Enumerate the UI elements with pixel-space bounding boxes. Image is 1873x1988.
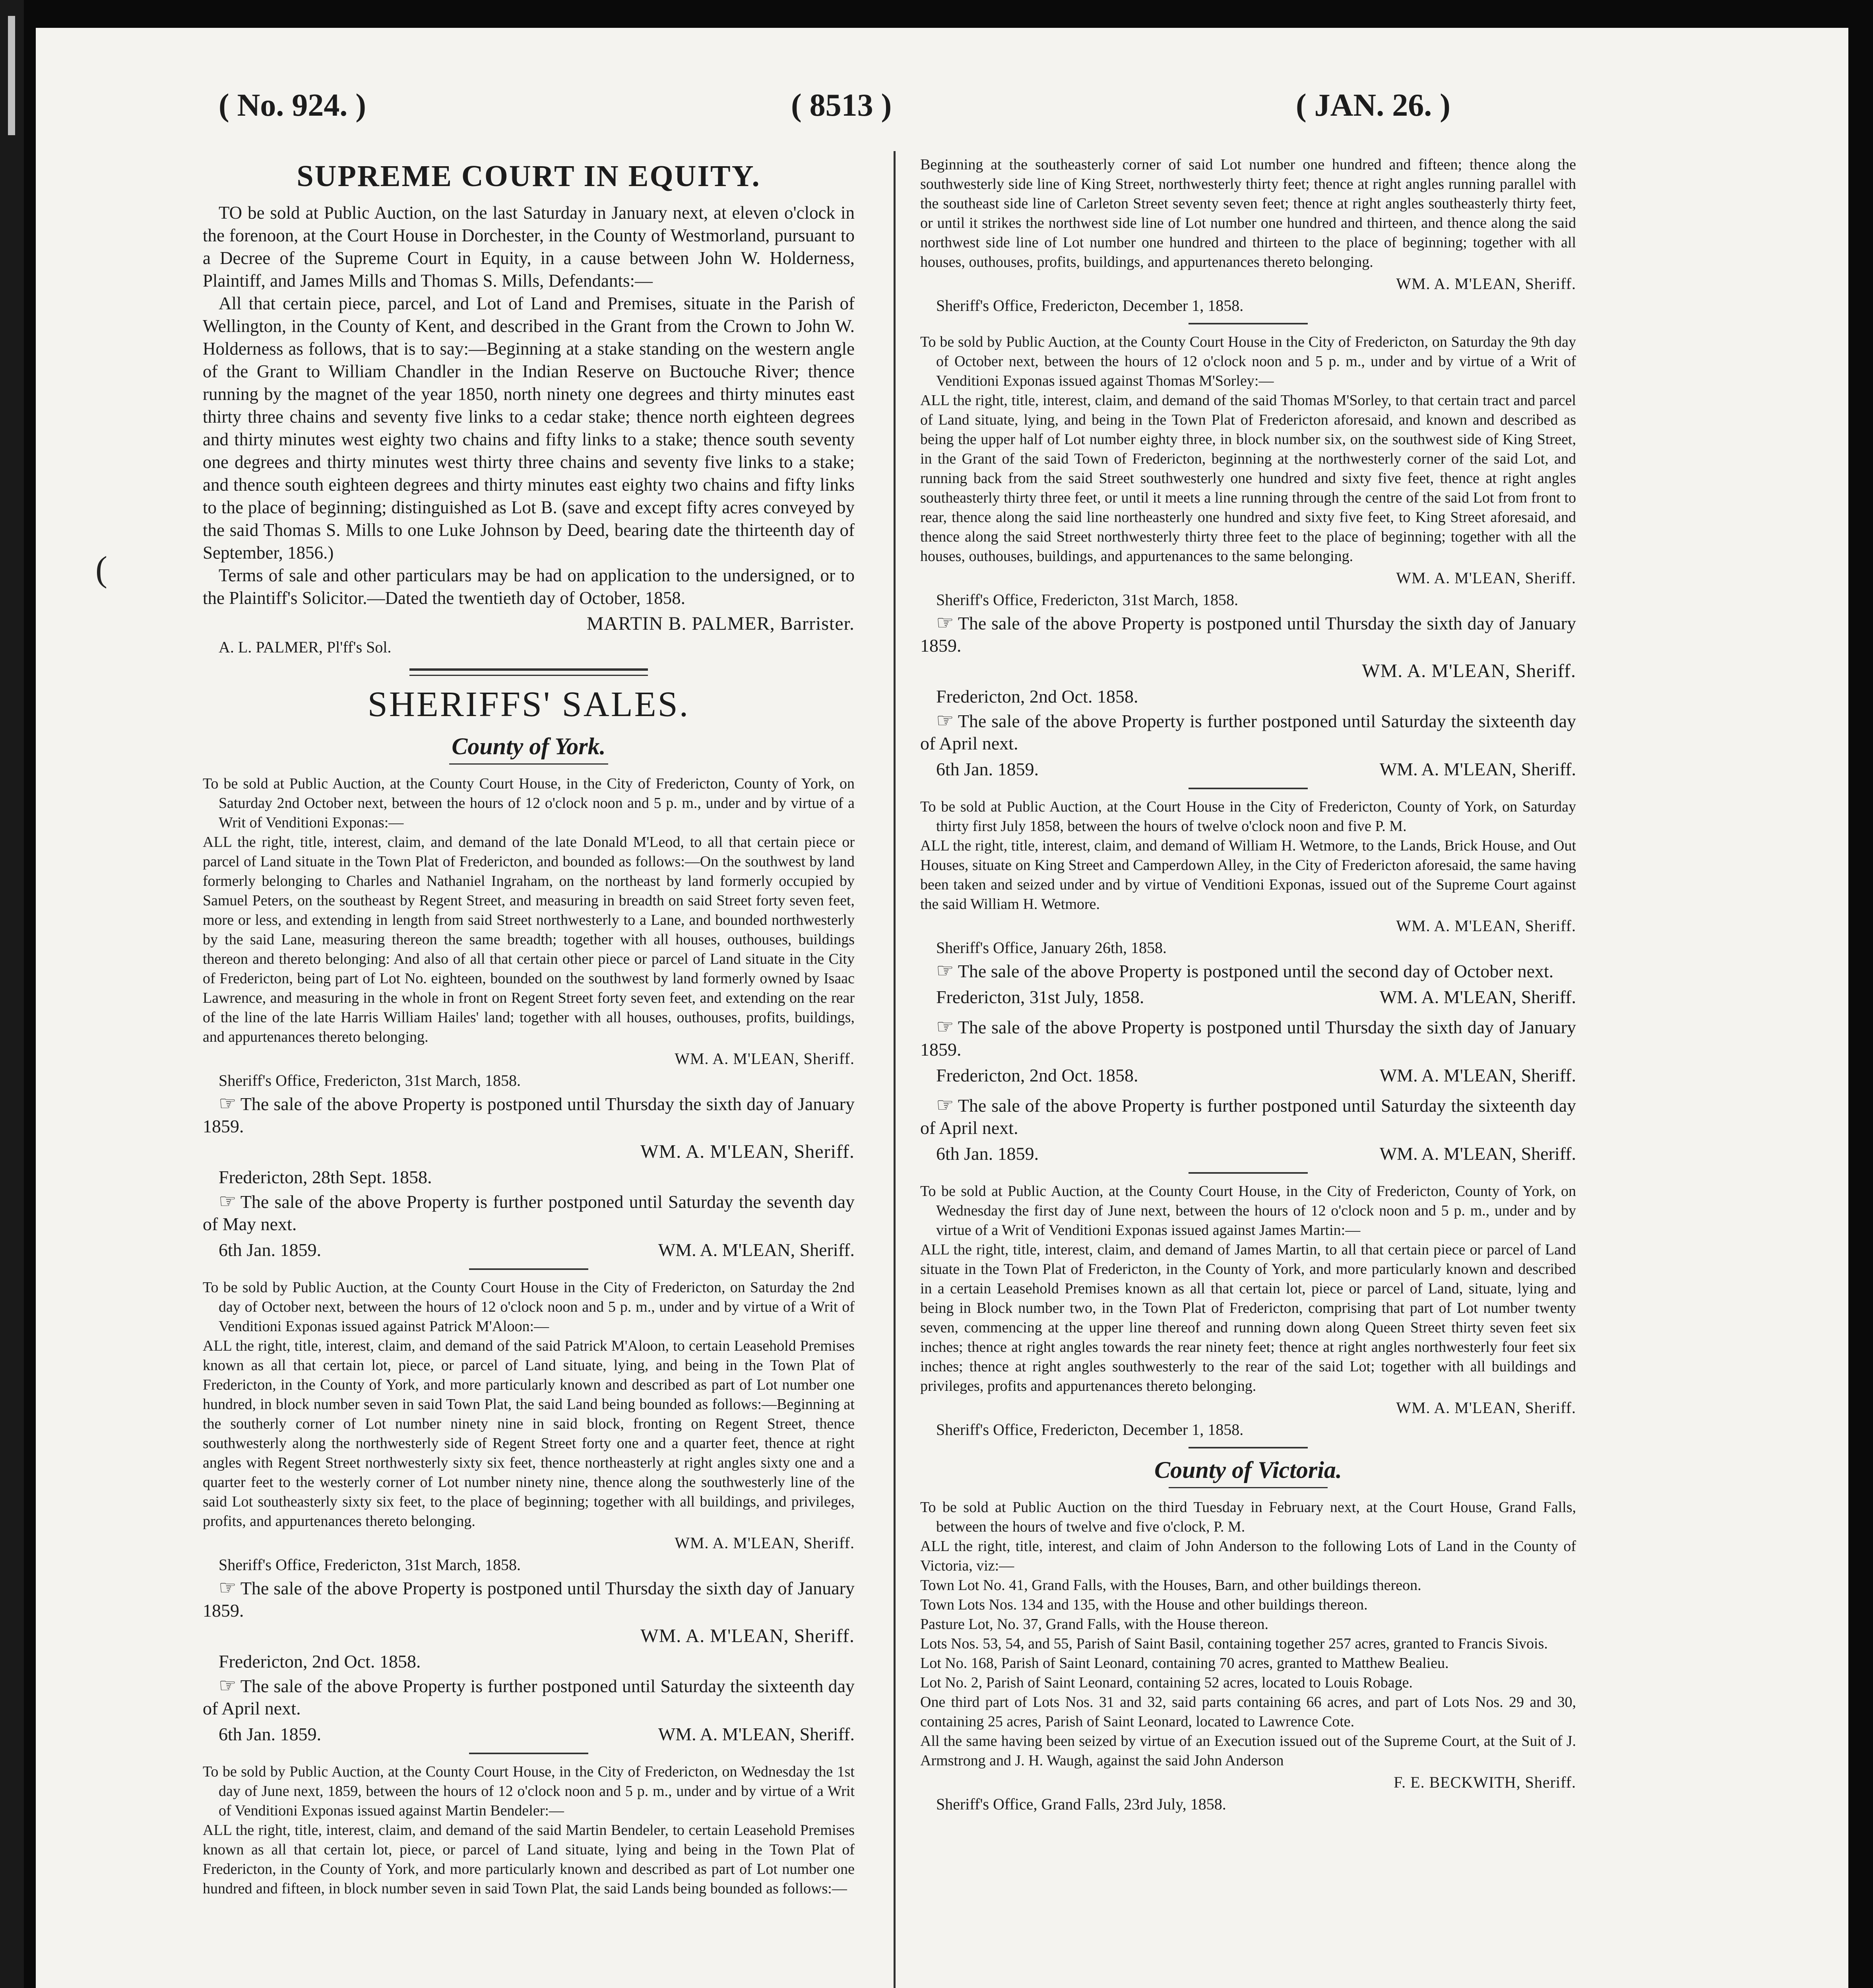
scan-edge <box>0 0 24 1988</box>
ad2-footer: 6th Jan. 1859. WM. A. M'LEAN, Sheriff. <box>219 1724 855 1744</box>
ad2-note2: ☞ The sale of the above Property is further postponed until Saturday the sixteenth day of April next. <box>203 1674 855 1718</box>
ad5-footer1: Fredericton, 31st July, 1858. WM. A. M'LEAN, Sheriff. <box>936 987 1576 1007</box>
pointing-hand-icon: ☞ <box>219 1674 237 1697</box>
ad4-office: Sheriff's Office, Fredericton, 31st March, 1858. <box>936 591 1238 609</box>
ad4-signature: WM. A. M'LEAN, Sheriff. <box>1396 569 1576 587</box>
column-divider <box>894 151 896 1988</box>
page-number: ( 8513 ) <box>791 88 892 123</box>
ad7-lot-list <box>920 1576 1576 1771</box>
list-item: All the same having been seized by virtue of an Execution issued out of the Supreme Court, at the Suit of J. Armstrong and J. H. Waugh, against the said John Anderson <box>920 1733 1576 1769</box>
ad-divider <box>1189 788 1308 789</box>
ad1-signature2: WM. A. M'LEAN, Sheriff. <box>640 1141 855 1162</box>
ad3-office: Sheriff's Office, Fredericton, December 1, 1858. <box>936 297 1244 315</box>
ad1-signature: WM. A. M'LEAN, Sheriff. <box>675 1050 855 1068</box>
ad7-office: Sheriff's Office, Grand Falls, 23rd July, 1858. <box>936 1795 1226 1813</box>
ad2-body: ALL the right, title, interest, claim, and demand of the said Patrick M'Aloon, to certain Leasehold Premises known as all that certain lot, piece, or parcel of Land situate, lying, and being in the Town Plat of Fredericton, in the County of York, and more particularly known and described as part of Lot number one hundred, in block number seven in said Town Plat, the said Land being bounded as follows:—Beginning at the southerly corner of Lot number ninety nine in said block, fronting on Regent Street, thence southwesterly along the northwesterly side of Regent Street forty one and a quarter feet, thence at right angles with Regent Street northwesterly sixty six feet, thence northeasterly at right angles sixty one and a quarter feet to the westerly corner of Lot number ninety nine, thence along the southwesterly line of the said Lot southeasterly sixty six feet, to the place of beginning; together with all buildings, and privileges, profits, and appurtenances thereto belonging. <box>203 1338 855 1530</box>
ad5-body: ALL the right, title, interest, claim, and demand of William H. Wetmore, to the Lands, Brick House, and Out Houses, situate on King Street and Camperdown Alley, in the City of Fredericton aforesaid, the same having been taken and seized under and by virtue of Venditioni Exponas, issued out of the Supreme Court against the said William H. Wetmore. <box>920 837 1576 912</box>
ad1-footer: 6th Jan. 1859. WM. A. M'LEAN, Sheriff. <box>219 1240 855 1260</box>
pointing-hand-icon: ☞ <box>936 959 954 982</box>
ad-divider <box>469 1753 588 1754</box>
ad2-date2: Fredericton, 2nd Oct. 1858. <box>219 1651 421 1672</box>
supreme-intro: TO be sold at Public Auction, on the last Saturday in January next, at eleven o'clock in the forenoon, at the Court House in Dorchester, in the County of Westmorland, pursuant to a Decree of the Supreme Court in Equity, in a cause between John W. Holderness, Plaintiff, and James Mills and Thomas S. Mills, Defendants:— <box>203 203 855 291</box>
margin-mark: ( <box>95 549 107 589</box>
pointing-hand-icon: ☞ <box>936 1015 954 1038</box>
ad4-date2: Fredericton, 2nd Oct. 1858. <box>936 686 1138 707</box>
list-item: Pasture Lot, No. 37, Grand Falls, with the House thereon. <box>920 1616 1268 1633</box>
ad5-office: Sheriff's Office, January 26th, 1858. <box>936 939 1167 957</box>
list-item: Town Lot No. 41, Grand Falls, with the Houses, Barn, and other buildings thereon. <box>920 1577 1421 1594</box>
ad3-intro: To be sold by Public Auction, at the County Court House, in the City of Fredericton, on Wednesday the 1st day of June next, 1859, between the hours of 12 o'clock noon and 5 p. m., under and by virtue of a Writ of Venditioni Exponas issued against Martin Bendeler:— <box>203 1763 855 1819</box>
ad1-note1: ☞ The sale of the above Property is postponed until Thursday the sixth day of January 1859. <box>203 1092 855 1136</box>
ad5-note1: ☞ The sale of the above Property is postponed until the second day of October next. <box>936 959 1554 982</box>
county-victoria-heading: County of Victoria. <box>920 1456 1576 1488</box>
ad2-signature: WM. A. M'LEAN, Sheriff. <box>675 1534 855 1552</box>
ad2-signature2: WM. A. M'LEAN, Sheriff. <box>640 1625 855 1646</box>
list-item: Lot No. 2, Parish of Saint Leonard, containing 52 acres, located to Louis Robage. <box>920 1674 1413 1691</box>
right-column <box>920 155 1576 1816</box>
supreme-court-title: SUPREME COURT IN EQUITY. <box>297 159 761 193</box>
ad4-note1: ☞ The sale of the above Property is postponed until Thursday the sixth day of January 1859. <box>920 612 1576 656</box>
ad4-intro: To be sold by Public Auction, at the County Court House in the City of Fredericton, on Saturday the 9th day of October next, between the hours of 12 o'clock noon and 5 p. m., under and by virtue of a Writ of Venditioni Exponas issued against Thomas M'Sorley:— <box>920 334 1576 389</box>
pointing-hand-icon: ☞ <box>219 1576 237 1599</box>
ad5-signature: WM. A. M'LEAN, Sheriff. <box>1396 917 1576 935</box>
ad6-office: Sheriff's Office, Fredericton, December 1, 1858. <box>936 1421 1244 1439</box>
ad1-note2: ☞ The sale of the above Property is further postponed until Saturday the seventh day of May next. <box>203 1190 855 1234</box>
pointing-hand-icon: ☞ <box>219 1092 237 1114</box>
ad1-body: ALL the right, title, interest, claim, and demand of the late Donald M'Leod, to all that certain piece or parcel of Land situate in the Town Plat of Fredericton, and bounded as follows:—On the southwest by land formerly belonging to Charles and Nathaniel Ingraham, on the northeast by land formerly occupied by Samuel Peters, on the southeast by Regent Street, and measuring in breadth on said Street forty seven feet, more or less, and extending in length from said Street northwesterly to a Lane, and bounded northwesterly by the said Lane, measuring thereon the same breadth; together with all houses, outhouses, buildings thereon and thereto belonging: And also of all that certain other piece or parcel of Land situate in the City of Fredericton, being part of Lot No. eighteen, bounded on the southwest by land formerly owned by Isaac Lawrence, and measuring in the whole in front on Regent Street forty seven feet, and extending on the rear of the line of the late Harris William Hailes' land; together with all houses, outhouses, profits, buildings, and appurtenances thereto belonging. <box>203 834 855 1045</box>
ad2-office: Sheriff's Office, Fredericton, 31st March, 1858. <box>219 1556 521 1574</box>
ad-divider <box>1189 323 1308 324</box>
sheriffs-sales-title: SHERIFFS' SALES. <box>367 685 690 724</box>
list-item: One third part of Lots Nos. 31 and 32, said parts containing 66 acres, and part of Lots Nos. 29 and 30, containing 25 acres, Parish of Saint Leonard, located to Lawrence Cote. <box>920 1694 1576 1730</box>
ad3-continued-body: Beginning at the southeasterly corner of said Lot number one hundred and fifteen; thence along the southwesterly side line of King Street, northwesterly thirty feet; thence at right angles running parallel with the southeast side line of Carleton Street seventy seven feet; thence at right angles southeasterly thirty feet, or until it strikes the northwest side line of Lot number one hundred and thirteen, and thence along the said northwest side line of Lot number one hundred and thirteen to the place of beginning; together with all houses, outhouses, profits, buildings, and appurtenances thereto belonging. <box>920 156 1576 270</box>
ad7-body: ALL the right, title, interest, and claim of John Anderson to the following Lots of Land in the County of Victoria, viz:— <box>920 1538 1576 1574</box>
newspaper-page <box>36 28 1848 1988</box>
ad4-signature2: WM. A. M'LEAN, Sheriff. <box>1362 660 1576 681</box>
ad3-signature: WM. A. M'LEAN, Sheriff. <box>1396 275 1576 293</box>
ad6-body: ALL the right, title, interest, claim, and demand of James Martin, to all that certain piece or parcel of Land situate in the Town Plat of Fredericton, in the County of York, and more particularly known and described in a certain Leasehold Premises known as all that certain lot, piece or parcel of Land, situate, lying and being in Block number two, in the Town Plat of Fredericton, comprising that part of Lot number twenty seven, commencing at the upper line thereof and running down along Queen Street thirty seven feet six inches; thence at right angles towards the rear ninety feet; thence at right angles northwesterly four feet six inches; thence at right angles southwesterly to the rear of the said Lot; together with all buildings and privileges, profits and appurtenances thereto belonging. <box>920 1241 1576 1394</box>
supreme-terms: Terms of sale and other particulars may be had on application to the undersigned, or to the Plaintiff's Solicitor.—Dated the twentieth day of October, 1858. <box>203 565 855 608</box>
section-divider <box>409 668 648 676</box>
ad6-signature: WM. A. M'LEAN, Sheriff. <box>1396 1399 1576 1417</box>
ad4-footer: 6th Jan. 1859. WM. A. M'LEAN, Sheriff. <box>936 759 1576 779</box>
issue-number: ( No. 924. ) <box>219 88 366 123</box>
ad1-office: Sheriff's Office, Fredericton, 31st March, 1858. <box>219 1072 521 1089</box>
ad1-date2: Fredericton, 28th Sept. 1858. <box>219 1167 432 1187</box>
ad-divider <box>1189 1447 1308 1448</box>
ad7-signature: F. E. BECKWITH, Sheriff. <box>1394 1773 1576 1791</box>
ad4-note2: ☞ The sale of the above Property is further postponed until Saturday the sixteenth day of April next. <box>920 709 1576 753</box>
ad6-intro: To be sold at Public Auction, at the County Court House, in the City of Fredericton, County of York, on Wednesday the first day of June next, between the hours of 12 o'clock noon and 5 p. m., under and by virtue of a Writ of Venditioni Exponas issued against James Martin:— <box>920 1183 1576 1239</box>
ad-divider <box>469 1268 588 1270</box>
pointing-hand-icon: ☞ <box>936 1094 954 1116</box>
left-column <box>203 155 855 1899</box>
ad2-note1: ☞ The sale of the above Property is postponed until Thursday the sixth day of January 1859. <box>203 1576 855 1621</box>
list-item: Lot No. 168, Parish of Saint Leonard, containing 70 acres, granted to Matthew Bealieu. <box>920 1655 1449 1672</box>
ad3-body: ALL the right, title, interest, claim, and demand of the said Martin Bendeler, to certain Leasehold Premises known as all that certain lot, piece, or parcel of Land situate, lying and being in the Town Plat of Fredericton, in the County of York, and more particularly known and described as part of Lot number one hundred and fifteen, in block number seven in said Town Plat, the said Lands being bounded as follows:— <box>203 1822 855 1897</box>
page-header <box>36 87 1848 147</box>
ad7-intro: To be sold at Public Auction on the third Tuesday in February next, at the Court House, Grand Falls, between the hours of twelve and five o'clock, P. M. <box>920 1499 1576 1535</box>
supreme-solicitor: A. L. PALMER, Pl'ff's Sol. <box>219 638 392 656</box>
ad5-footer2: Fredericton, 2nd Oct. 1858. WM. A. M'LEAN, Sheriff. <box>936 1065 1576 1085</box>
supreme-signature: MARTIN B. PALMER, Barrister. <box>586 613 855 634</box>
ad5-note2: ☞ The sale of the above Property is postponed until Thursday the sixth day of January 1859. <box>920 1015 1576 1060</box>
ad-divider <box>1189 1172 1308 1174</box>
ad4-body: ALL the right, title, interest, claim, and demand of the said Thomas M'Sorley, to that certain tract and parcel of Land situate, lying, and being in the Town Plat of Fredericton aforesaid, and known and described as being the upper half of Lot number eighty three, in block number six, on the southwest side of King Street, in the Grant of the said Town of Fredericton, beginning at the northwesterly corner of the said Lot, and running back from the said Street southwesterly one hundred and sixty five feet, thence at right angles southeasterly thirty three feet, or until it meets a line running through the centre of the said Lot from front to rear, thence along the said line northeasterly one hundred and sixty five feet, to King Street aforesaid, and thence along the said Street northwesterly thirty three feet to the place of beginning; together with all the houses, outhouses, buildings, and appurtenances to the same belonging. <box>920 392 1576 565</box>
ad5-footer3: 6th Jan. 1859. WM. A. M'LEAN, Sheriff. <box>936 1143 1576 1164</box>
pointing-hand-icon: ☞ <box>219 1190 237 1212</box>
pointing-hand-icon: ☞ <box>936 709 954 732</box>
county-york-heading: County of York. <box>203 733 855 765</box>
ad5-note3: ☞ The sale of the above Property is further postponed until Saturday the sixteenth day of April next. <box>920 1094 1576 1138</box>
list-item: Lots Nos. 53, 54, and 55, Parish of Saint Basil, containing together 257 acres, granted to Francis Sivois. <box>920 1635 1548 1652</box>
ad2-intro: To be sold by Public Auction, at the County Court House in the City of Fredericton, on Saturday the 2nd day of October next, between the hours of 12 o'clock noon and 5 p. m., under and by virtue of a Writ of Venditioni Exponas issued against Patrick M'Aloon:— <box>203 1279 855 1335</box>
supreme-body: All that certain piece, parcel, and Lot of Land and Premises, situate in the Parish of Wellington, in the County of Kent, and described in the Grant from the Crown to John W. Holderness as follows, that is to say:—Beginning at a stake standing on the western angle of the Grant to William Chandler in the Indian Reserve on Buctouche River; thence running by the magnet of the year 1850, north ninety one degrees and thirty minutes east thirty three chains and seventy five links to a cedar stake; thence north eighteen degrees and thirty minutes west eighty two chains and fifty links to a stake; thence south seventy one degrees and thirty minutes west thirty three chains and seventy five links to a stake; and thence south eighteen degrees and thirty minutes east eighty two chains and fifty links to the place of beginning; distinguished as Lot B. (save and except fifty acres conveyed by the said Thomas S. Mills to one Luke Johnson by Deed, bearing date the thirteenth day of September, 1856.) <box>203 293 855 563</box>
ad5-intro: To be sold at Public Auction, at the Court House in the City of Fredericton, County of York, on Saturday thirty first July 1858, between the hours of twelve o'clock noon and five P. M. <box>920 798 1576 835</box>
list-item: Town Lots Nos. 134 and 135, with the House and other buildings thereon. <box>920 1596 1368 1613</box>
ad1-intro: To be sold at Public Auction, at the County Court House, in the City of Fredericton, County of York, on Saturday 2nd October next, between the hours of 12 o'clock noon and 5 p. m., under and by virtue of a Writ of Venditioni Exponas:— <box>203 775 855 831</box>
pointing-hand-icon: ☞ <box>936 612 954 634</box>
scan-edge-mark <box>8 16 15 135</box>
issue-date: ( JAN. 26. ) <box>1296 88 1450 123</box>
